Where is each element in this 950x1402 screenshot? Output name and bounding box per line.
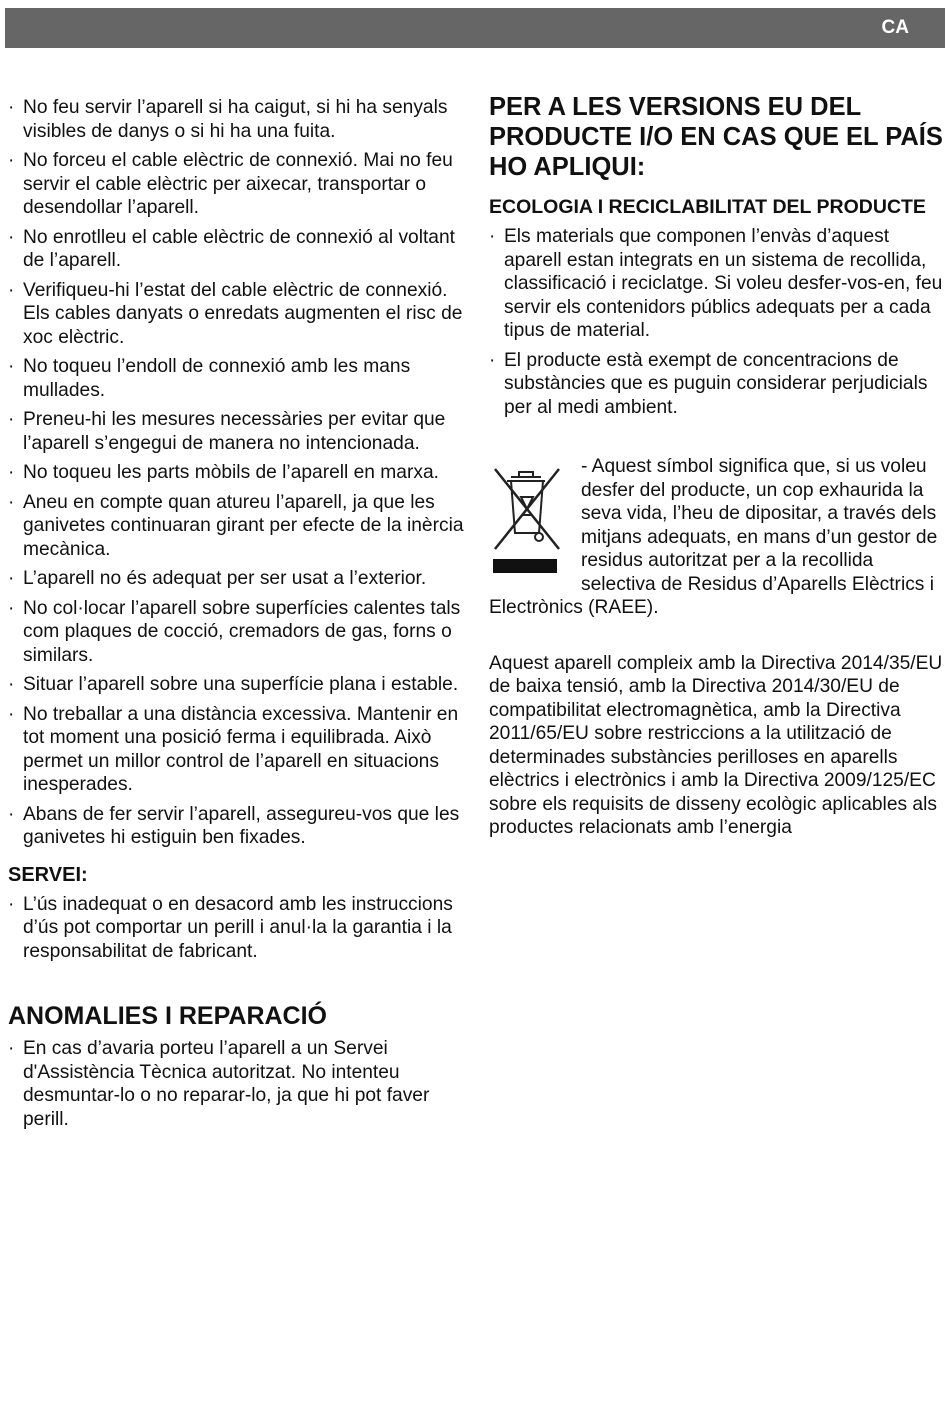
list-item: · Verifiqueu-hi l’estat del cable elèctric de connexió. Els cables danyats o enredats augmenten el risc de xoc elèctric. xyxy=(8,279,463,348)
list-item: · No toqueu les parts mòbils de l’aparell en marxa. xyxy=(8,462,439,483)
right-column xyxy=(489,92,944,840)
list-item: · No col·locar l’aparell sobre superfícies calentes tals com plaques de cocció, cremadors de gas, forns o similars. xyxy=(8,597,461,666)
anomalies-list xyxy=(8,1037,466,1131)
language-code: CA xyxy=(881,17,909,38)
list-item: · Preneu-hi les mesures necessàries per evitar que l’aparell s’engegui de manera no intencionada. xyxy=(8,409,446,454)
list-item: · No treballar a una distància excessiva. Mantenir en tot moment una posició ferma i equilibrada. Això permet un millor control de l’aparell en situacions inesperades. xyxy=(8,703,459,795)
crossed-out-wheelie-bin-icon xyxy=(489,463,565,578)
weee-text: - Aquest símbol significa que, si us voleu desfer del producte, un cop exhaurida la seva vida, l’heu de dipositar, a través dels mitjans adequats, en mans d’un gestor de residus autoritzat per a la recollida selectiva de Residus d’Aparells Elèctrics i Electrònics (RAEE). xyxy=(489,456,938,618)
compliance-statement: Aquest aparell compleix amb la Directiva 2014/35/EU de baixa tensió, amb la Directiva 2014/30/EU de compatibilitat electromagnètica, amb la Directiva 2011/65/EU sobre restriccions a la utilització de determinades substàncies perilloses en aparells elèctrics i electrònics i amb la Directiva 2009/125/EC sobre els requisits de disseny ecològic aplicables als productes relacionats amb l’energia xyxy=(489,652,943,838)
ecology-heading: ECOLOGIA I RECICLABILITAT DEL PRODUCTE xyxy=(489,196,926,218)
weee-notice xyxy=(489,455,944,620)
list-item: · Abans de fer servir l’aparell, assegureu-vos que les ganivetes hi estiguin ben fixades. xyxy=(8,803,460,848)
list-item: · Aneu en compte quan atureu l’aparell, ja que les ganivetes continuaran girant per efecte de la inèrcia mecànica. xyxy=(8,491,464,560)
list-item: · No forceu el cable elèctric de connexió. Mai no feu servir el cable elèctric per aixecar, transportar o desendollar l’aparell. xyxy=(8,150,453,218)
list-item: · No toqueu l’endoll de connexió amb les mans mullades. xyxy=(8,356,411,401)
servei-heading: SERVEI: xyxy=(8,863,88,886)
anomalies-heading: ANOMALIES I REPARACIÓ xyxy=(8,1002,327,1030)
left-column xyxy=(8,96,466,1137)
list-item: · Situar l’aparell sobre una superfície plana i estable. xyxy=(8,674,459,695)
list-item: · El producte està exempt de concentracions de substàncies que es puguin considerar perjudicials per al medi ambient. xyxy=(489,349,928,418)
list-item: · En cas d’avaria porteu l’aparell a un Servei d'Assistència Tècnica autoritzat. No intenteu desmuntar-lo o no reparar-lo, ja que hi pot faver perill. xyxy=(8,1038,430,1130)
header-bar xyxy=(5,8,945,48)
servei-list xyxy=(8,893,466,964)
list-item: · No enrotlleu el cable elèctric de connexió al voltant de l’aparell. xyxy=(8,226,455,271)
list-item: · L’aparell no és adequat per ser usat a l’exterior. xyxy=(8,568,427,589)
list-item: · No feu servir l’aparell si ha caigut, si hi ha senyals visibles de danys o si hi ha una fuita. xyxy=(8,97,448,142)
ecology-list xyxy=(489,225,944,419)
safety-list xyxy=(8,96,466,850)
list-item: · L’ús inadequat o en desacord amb les instruccions d’ús pot comportar un perill i anul·la la garantia i la responsabilitat de fabricant. xyxy=(8,893,453,962)
list-item: · Els materials que componen l’envàs d’aquest aparell estan integrats en un sistema de recollida, classificació i reciclatge. Si voleu desfer-vos-en, feu servir els contenidors públics adequats per a cada tipus de material. xyxy=(489,226,943,341)
eu-versions-heading: PER A LES VERSIONS EU DEL PRODUCTE I/O EN CAS QUE EL PAÍS HO APLIQUI: xyxy=(489,93,943,181)
